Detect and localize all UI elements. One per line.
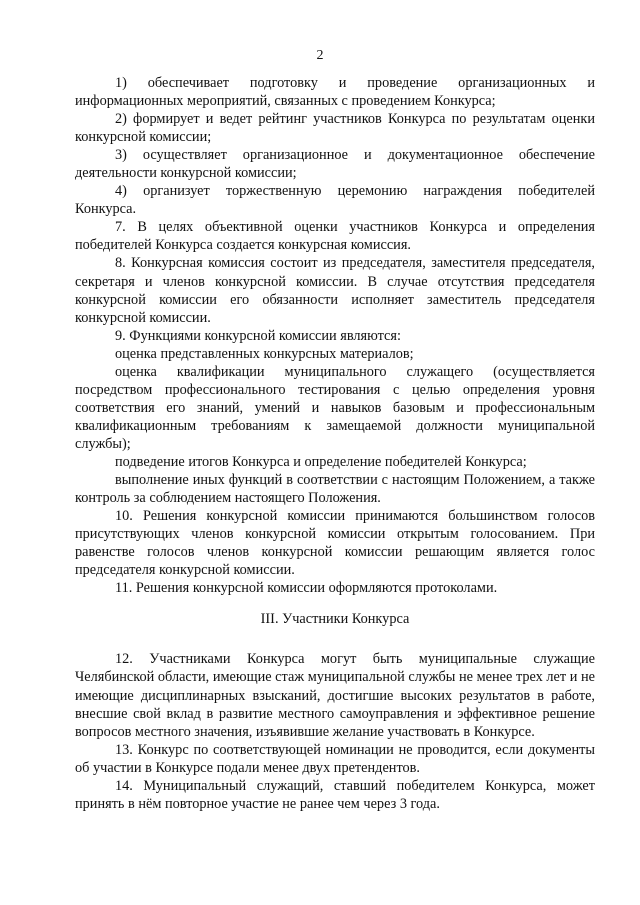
paragraph-clause-10: 10. Решения конкурсной комиссии принимаются большинством голосов присутствующих членов конкурсной комиссии открытым голосованием. При равенстве голосов членов конкурсной комиссии решающим является голос председателя конкурсной комиссии. — [75, 508, 595, 579]
paragraph-clause-7: 7. В целях объективной оценки участников Конкурса и определения победителей Конкурса создается конкурсная комиссия. — [75, 219, 595, 254]
paragraph-clause-12: 12. Участниками Конкурса могут быть муниципальные служащие Челябинской области, имеющие стаж муниципальной службы не менее трех лет и не имеющие дисциплинарных взысканий, достигшие высоких результатов в работе, внесшие свой вклад в развитие местного самоуправления и эффективное решение вопросов местного значения, изъявившие желание участвовать в Конкурсе. — [75, 651, 595, 740]
paragraph-clause-8: 8. Конкурсная комиссия состоит из председателя, заместителя председателя, секретаря и членов конкурсной комиссии. В случае отсутствия председателя конкурсной комиссии его обязанности исполняет заместитель председателя конкурсной комиссии. — [75, 255, 595, 326]
page-number: 2 — [316, 48, 324, 63]
paragraph-function-1: оценка представленных конкурсных материалов; — [115, 345, 414, 362]
paragraph-item-4: 4) организует торжественную церемонию награждения победителей Конкурса. — [75, 183, 595, 218]
paragraph-clause-11: 11. Решения конкурсной комиссии оформляются протоколами. — [115, 580, 498, 597]
paragraph-function-2: оценка квалификации муниципального служащего (осуществляется посредством профессионального тестирования с целью определения уровня соответствия его знаний, умений и навыков базовым и профессиональным квалификационным требованиям к замещаемой должности муниципальной службы); — [75, 363, 595, 452]
section-heading: III. Участники Конкурса — [260, 611, 410, 628]
paragraph-clause-13: 13. Конкурс по соответствующей номинации не проводится, если документы об участии в Конкурсе подали менее двух претендентов. — [75, 741, 595, 776]
paragraph-item-2: 2) формирует и ведет рейтинг участников Конкурса по результатам оценки конкурсной комиссии; — [75, 111, 595, 146]
paragraph-item-3: 3) осуществляет организационное и документационное обеспечение деятельности конкурсной комиссии; — [75, 147, 595, 182]
document-body — [75, 74, 595, 813]
paragraph-clause-14: 14. Муниципальный служащий, ставший победителем Конкурса, может принять в нём повторное участие не ранее чем через 3 года. — [75, 777, 595, 812]
paragraph-function-4: выполнение иных функций в соответствии с настоящим Положением, а также контроль за соблюдением настоящего Положения. — [75, 472, 595, 507]
paragraph-item-1: 1) обеспечивает подготовку и проведение организационных и информационных мероприятий, связанных с проведением Конкурса; — [75, 75, 595, 110]
paragraph-function-3: подведение итогов Конкурса и определение победителей Конкурса; — [115, 453, 527, 470]
paragraph-clause-9: 9. Функциями конкурсной комиссии являются: — [115, 327, 401, 344]
